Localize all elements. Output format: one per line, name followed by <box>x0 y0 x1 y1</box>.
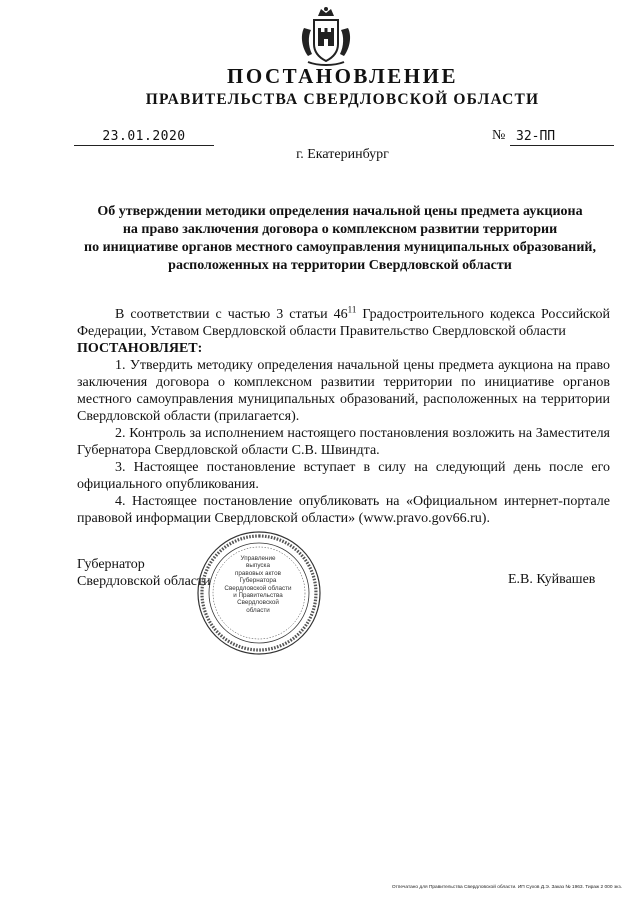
stamp-line: правовых актов <box>235 569 281 577</box>
document-subject <box>70 203 610 275</box>
subject-line: по инициативе органов местного самоуправления муниципальных образований, <box>84 240 596 255</box>
resolution-item-1: 1. Утвердить методику определения начальной цены предмета аукциона на право заключения договора о комплексном развитии территории по инициативе органов местного самоуправления муниципальных образований, расположенных на территории Свердловской области (прилагается). <box>77 358 610 424</box>
document-date: 23.01.2020 <box>74 129 214 146</box>
signatory-position <box>77 556 211 590</box>
stamp-line: Свердловской <box>237 599 279 607</box>
issuing-authority: ПРАВИТЕЛЬСТВА СВЕРДЛОВСКОЙ ОБЛАСТИ <box>145 91 540 108</box>
stamp-line: области <box>246 606 270 614</box>
subject-line: Об утверждении методики определения начальной цены предмета аукциона <box>97 204 583 219</box>
stamp-line: Управление <box>240 555 276 562</box>
signatory-position-line: Губернатор <box>77 557 145 572</box>
preamble-text: В соответствии с частью 3 статьи 46 <box>115 307 348 322</box>
stamp-line: и Правительства <box>233 592 283 600</box>
document-title: ПОСТАНОВЛЕНИЕ <box>227 64 458 88</box>
coat-of-arms-emblem <box>298 6 354 68</box>
stamp-line: Губернатора <box>239 577 277 585</box>
preamble-text-continued: Градостроительного кодекса Российской Федерации, Уставом Свердловской области Правительство Свердловской области <box>77 307 610 339</box>
signatory-name: Е.В. Куйвашев <box>508 572 596 587</box>
resolves-heading: ПОСТАНОВЛЯЕТ: <box>77 341 203 356</box>
stamp-line: Свердловской области <box>224 584 292 592</box>
resolution-item-2: 2. Контроль за исполнением настоящего постановления возложить на Заместителя Губернатора Свердловской области С.В. Швиндта. <box>77 426 610 458</box>
article-superscript: 11 <box>347 304 357 315</box>
preamble-paragraph <box>77 306 610 340</box>
number-label: № <box>492 128 506 143</box>
print-footer: Отпечатано для Правительства Свердловской области. ИП Сухов Д.Э. Заказ № 1963. Тираж 2 000 экз. <box>391 885 622 890</box>
subject-line: расположенных на территории Свердловской области <box>168 258 512 273</box>
resolution-item-4: 4. Настоящее постановление опубликовать на «Официальном интернет-портале правовой информации Свердловской области» (www.pravo.gov66.ru). <box>77 494 610 526</box>
stamp-inner-text <box>212 555 304 614</box>
document-number: 32-ПП <box>510 129 614 146</box>
stamp-line: выпуска <box>246 562 270 570</box>
subject-line: на право заключения договора о комплексном развитии территории <box>122 222 558 237</box>
issue-city: г. Екатеринбург <box>296 147 389 162</box>
document-body <box>77 306 610 527</box>
resolution-item-3: 3. Настоящее постановление вступает в силу на следующий день после его официального опубликования. <box>77 460 610 492</box>
signatory-position-line: Свердловской области <box>77 574 211 589</box>
